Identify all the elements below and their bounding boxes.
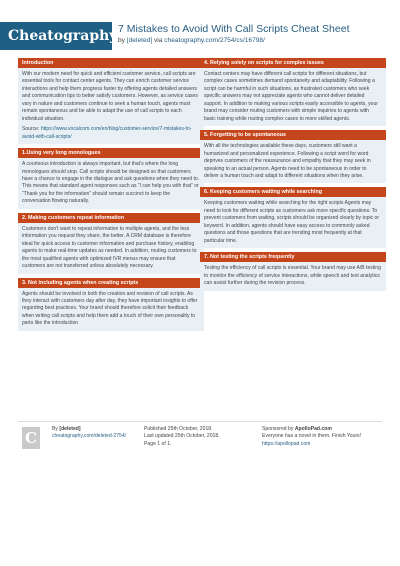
section-heading: 7. Not testing the scripts frequently [200, 252, 386, 262]
via-text: via [153, 37, 163, 44]
source-label: Source: [22, 126, 40, 133]
section-text: Agents should be involved in both the creation and revision of call scripts. As they interact with customers day after day, they have important insights to offer regarding best practices. Your brand should therefore solicit their feedback when writing call scripts and help them add a touch of their own personality to parts like the introduction [22, 290, 198, 327]
section-body [18, 288, 204, 331]
published-date: Published 25th October, 2018. [144, 426, 213, 432]
footer-sponsor [262, 426, 382, 448]
sponsor-text: Everyone has a novel in them. Finish Yours! [262, 433, 362, 440]
sponsor-prefix: Sponsored by [262, 426, 294, 432]
sponsor-name: ApolloPad.com [294, 426, 332, 432]
section-body [200, 197, 386, 248]
page-count: Page 1 of 1. [144, 440, 172, 447]
section-body [18, 223, 204, 274]
section-text: Testing the efficiency of call scripts is essential. Your brand may use A/B testing to monitor the efficiency of service interactions, while speech and text analytics can assist further during the revision process. [204, 265, 381, 287]
section-heading: 2. Making customers repeat information [18, 213, 204, 223]
left-column [18, 58, 204, 335]
section-testing-scripts [200, 252, 386, 290]
by-prefix: by [118, 37, 125, 44]
section-heading: 5. Forgetting to be spontaneous [200, 130, 386, 140]
section-body [200, 262, 386, 290]
section-heading: Introduction [18, 58, 204, 68]
page-header [0, 0, 400, 56]
section-spontaneous [200, 130, 386, 183]
footer-by-line [52, 426, 142, 433]
section-text: A courteous introduction is always important, but that's where the long monologues should stop. Call scripts should be designed so that customers have a chance to engage in the dialogue and ask questions when they need to. This means that standard agent responses such as “I can help you with that” or “Thank you for the information” should remain succinct to keep the conversation flowing naturally. [22, 161, 200, 205]
cheatography-c-logo-icon: C [22, 427, 40, 449]
section-heading: 4. Relying solely on scripts for complex issues [200, 58, 386, 68]
section-heading: 1.Using very long monologues [18, 148, 204, 158]
section-not-including-agents [18, 278, 204, 331]
footer-dates [144, 426, 254, 448]
section-text: Keeping customers waiting while searching for the right scripts Agents may need to look for different scripts as customers ask more specific questions. To prevent customers from waiting, scripts should be organized clearly by topic or keyword. In addition, agents should have easy access to commonly asked questions and those questions that are trending most frequently at that particular time. [204, 200, 380, 244]
page-footer [18, 421, 382, 462]
section-body [18, 158, 204, 209]
source-line [22, 126, 200, 141]
section-introduction [18, 58, 204, 144]
updated-date: Last updated 25th October, 2018. [144, 433, 220, 440]
section-body [200, 68, 386, 126]
byline [118, 37, 265, 44]
section-body [200, 140, 386, 183]
sheet-url-link[interactable]: cheatography.com/2754/cs/16798/ [164, 37, 265, 44]
cheatography-logo[interactable]: Cheatography [0, 22, 112, 50]
section-repeat-information [18, 213, 204, 274]
author-link[interactable]: [deleted] [126, 37, 153, 44]
page-title: 7 Mistakes to Avoid With Call Scripts Cheat Sheet [118, 23, 350, 35]
section-body [18, 68, 204, 144]
section-text: Contact centers may have different call scripts for different situations, but complex cases sometimes demand spontaneity and adaptability. Following a script can be harmful in such situations, as frustrated customers who seek specific answers may not appreciate agents who cannot deliver detailed support. In addition to making various scripts easily accessible to agents, your brand may consider routing customers with simple inquiries to agents with basic training while routing complex cases to more skilled agents. [204, 71, 378, 122]
right-column [200, 58, 386, 295]
footer-author [52, 426, 142, 441]
section-heading: 3. Not including agents when creating scripts [18, 278, 204, 288]
source-link[interactable]: https://www.vocalcom.com/en/blog/customer-service/7-mistakes-to-avoid-with-call-scripts/ [22, 126, 192, 140]
section-text: With all the technologies available these days, customers still want a humanized and personalized experience. Following a script word for word deprives customers of the reassurance and empathy that they may seek in speaking to an actual person. Agents need to be spontaneous in order to deliver a human touch and adapt to different situations when they arise. [204, 143, 371, 179]
section-text: With our modern need for quick and efficient customer service, call scripts are essential tools for contact center agents. They can enrich customer service interactions and help them progress faster by offering agents detailed answers and communication tips to better satisfy customers. However, as service cases vary in nature and customers continue to seek a human touch, agents must remain spontaneous and be able to adapt the use of call scripts to each individual situation. [22, 71, 198, 122]
sponsor-link[interactable]: https://apollopad.com [262, 440, 311, 447]
section-heading: 6. Keeping customers waiting while searching [200, 187, 386, 197]
section-text: Customers don't want to repeat information to multiple agents, and the less information you request they share, the better. A CRM database is therefore ideal for quick access to customer information and purchase history, enabling agents to make real-time updates as needed. In addition, routing customers to the most qualified agents with optimized IVR menus may ensure that customers are not transferred unless absolutely necessary. [22, 225, 197, 270]
sponsor-line [262, 426, 382, 433]
footer-author-name: [deleted] [59, 426, 81, 432]
section-long-monologues [18, 148, 204, 209]
footer-author-link[interactable]: cheatography.com/deleted-2754/ [52, 433, 127, 440]
section-customers-waiting [200, 187, 386, 248]
footer-by-label: By [52, 426, 58, 432]
section-complex-issues [200, 58, 386, 126]
